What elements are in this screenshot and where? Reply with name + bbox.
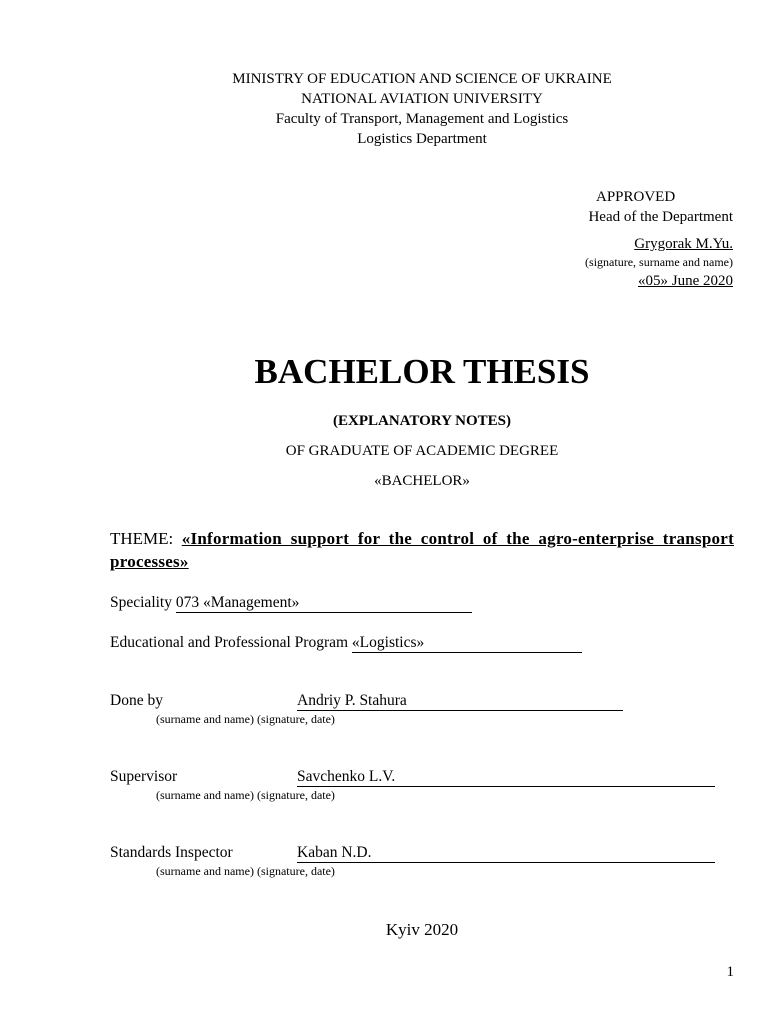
program-label: Educational and Professional Program bbox=[110, 634, 349, 651]
program-row bbox=[110, 634, 582, 653]
program-value: «Logistics» bbox=[351, 634, 425, 651]
approval-date: «05» June 2020 bbox=[638, 273, 733, 289]
inspector-field bbox=[297, 844, 715, 863]
theme-label: THEME: bbox=[110, 529, 174, 548]
degree-name: «BACHELOR» bbox=[374, 473, 470, 489]
inspector-hint: (surname and name) (signature, date) bbox=[156, 864, 335, 878]
department-line: Logistics Department bbox=[357, 131, 487, 147]
theme-block bbox=[110, 527, 734, 573]
inspector-row bbox=[0, 844, 770, 866]
place-year: Kyiv 2020 bbox=[385, 920, 459, 939]
inspector-value: Kaban N.D. bbox=[297, 844, 372, 861]
supervisor-hint: (surname and name) (signature, date) bbox=[156, 788, 335, 802]
approval-position: Head of the Department bbox=[588, 209, 733, 225]
theme-text: «Information support for the control of the agro-enterprise transport processes» bbox=[110, 529, 734, 571]
approval-name: Grygorak M.Yu. bbox=[634, 236, 733, 252]
approved-label: APPROVED bbox=[596, 189, 676, 205]
supervisor-label: Supervisor bbox=[110, 768, 178, 785]
done-by-label: Done by bbox=[110, 692, 163, 709]
speciality-field bbox=[176, 594, 472, 613]
done-by-row bbox=[0, 692, 770, 714]
supervisor-row bbox=[0, 768, 770, 790]
document-subtitle: (EXPLANATORY NOTES) bbox=[333, 413, 511, 429]
faculty-line: Faculty of Transport, Management and Logistics bbox=[275, 111, 569, 127]
supervisor-field bbox=[297, 768, 715, 787]
done-by-value: Andriy P. Stahura bbox=[297, 692, 407, 709]
speciality-label: Speciality bbox=[110, 594, 172, 611]
university-line: NATIONAL AVIATION UNIVERSITY bbox=[301, 91, 543, 107]
speciality-value: 073 «Management» bbox=[175, 594, 300, 611]
document-title: BACHELOR THESIS bbox=[254, 352, 590, 391]
page-number: 1 bbox=[726, 964, 734, 980]
done-by-field bbox=[297, 692, 623, 711]
done-by-hint: (surname and name) (signature, date) bbox=[156, 712, 335, 726]
approval-hint: (signature, surname and name) bbox=[585, 255, 733, 269]
program-field bbox=[352, 634, 582, 653]
speciality-row bbox=[110, 594, 472, 613]
ministry-line: MINISTRY OF EDUCATION AND SCIENCE OF UKRAINE bbox=[232, 71, 612, 87]
degree-line: OF GRADUATE OF ACADEMIC DEGREE bbox=[285, 443, 559, 459]
inspector-label: Standards Inspector bbox=[110, 844, 233, 861]
supervisor-value: Savchenko L.V. bbox=[297, 768, 396, 785]
